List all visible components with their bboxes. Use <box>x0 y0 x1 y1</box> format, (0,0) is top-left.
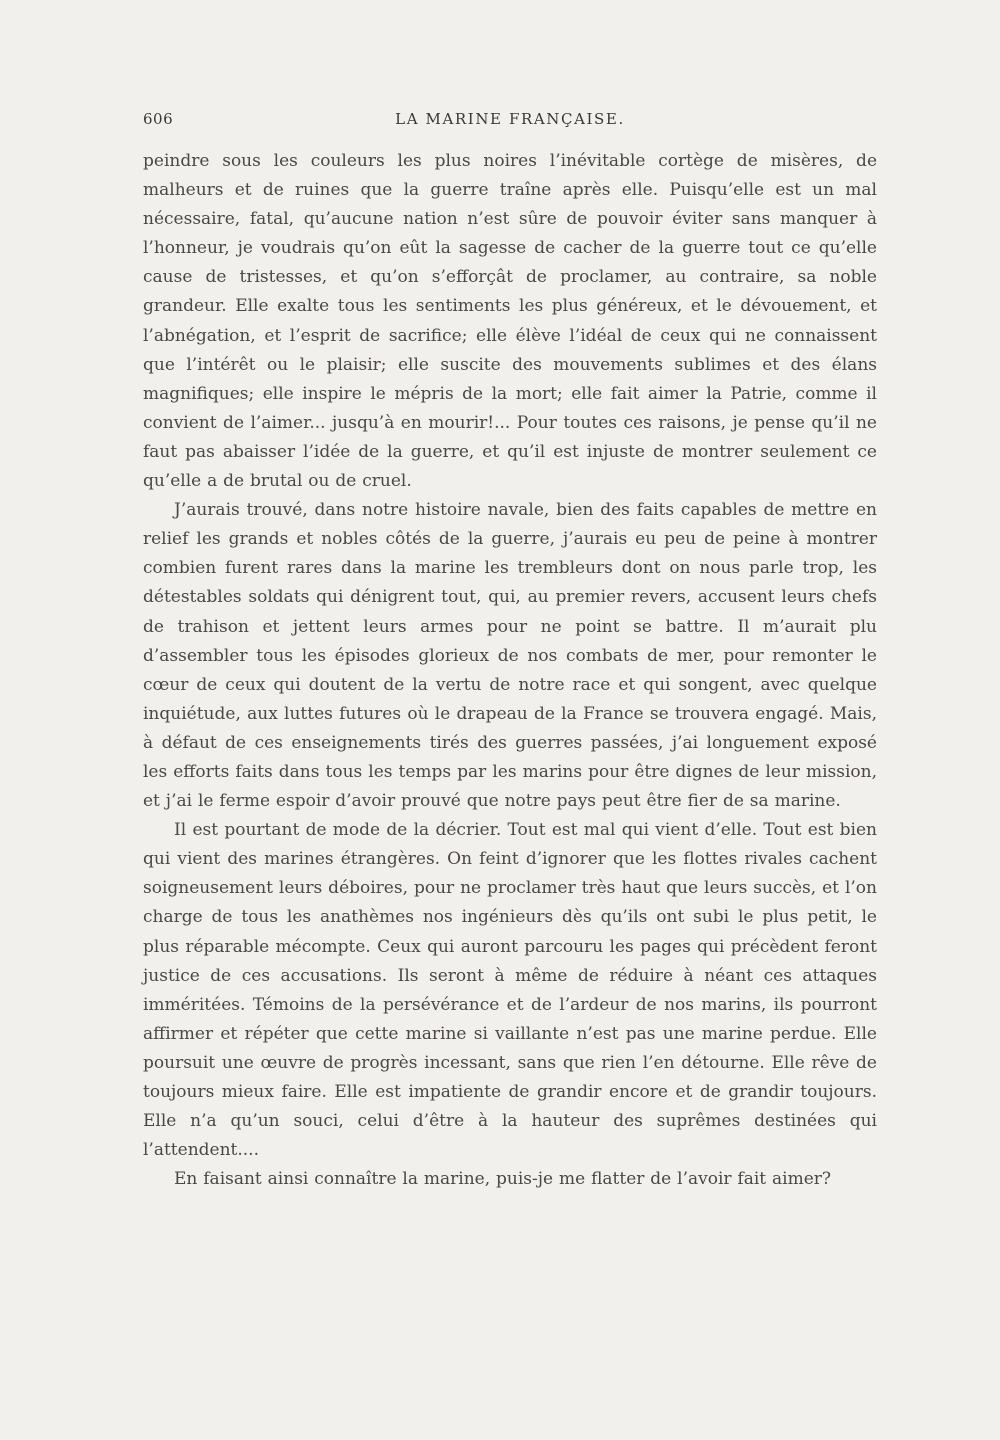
body-text <box>143 147 877 1194</box>
paragraph: J’aurais trouvé, dans notre histoire navale, bien des faits capables de mettre en relief les grands et nobles côtés de la guerre, j’aurais eu peu de peine à montrer combien furent rares dans la marine les trembleurs dont on nous parle trop, les détestables soldats qui dénigrent tout, qui, au premier revers, accusent leurs chefs de trahison et jettent leurs armes pour ne point se battre. Il m’aurait plu d’assembler tous les épisodes glorieux de nos combats de mer, pour remonter le cœur de ceux qui doutent de la vertu de notre race et qui songent, avec quelque inquiétude, aux luttes futures où le drapeau de la France se trouvera engagé. Mais, à défaut de ces enseignements tirés des guerres passées, j’ai longuement exposé les efforts faits dans tous les temps par les marins pour être dignes de leur mission, et j’ai le ferme espoir d’avoir prouvé que notre pays peut être fier de sa marine. <box>143 500 877 812</box>
paragraph-continued: peindre sous les couleurs les plus noires l’inévitable cortège de misères, de malheurs et de ruines que la guerre traîne après elle. Puisqu’elle est un mal nécessaire, fatal, qu’aucune nation n’est sûre de pouvoir éviter sans manquer à l’honneur, je voudrais qu’on eût la sagesse de cacher de la guerre tout ce qu’elle cause de tristesses, et qu’on s’efforçât de proclamer, au contraire, sa noble grandeur. Elle exalte tous les sentiments les plus généreux, et le dévouement, et l’abnégation, et l’esprit de sacrifice; elle élève l’idéal de ceux qui ne connaissent que l’intérêt ou le plaisir; elle suscite des mouvements sublimes et des élans magnifiques; elle inspire le mépris de la mort; elle fait aimer la Patrie, comme il convient de l’aimer... jusqu’à en mourir!... Pour toutes ces raisons, je pense qu’il ne faut pas abaisser l’idée de la guerre, et qu’il est injuste de montrer seulement ce qu’elle a de brutal ou de cruel. <box>143 151 877 492</box>
running-head <box>143 110 877 136</box>
closing-paragraph: En faisant ainsi connaître la marine, puis-je me flatter de l’avoir fait aimer? <box>174 1169 832 1190</box>
page-number: 606 <box>143 110 174 128</box>
running-title: LA MARINE FRANÇAISE. <box>395 110 625 128</box>
paragraph: Il est pourtant de mode de la décrier. Tout est mal qui vient d’elle. Tout est bien qui vient des marines étrangères. On feint d’ignorer que les flottes rivales cachent soigneusement leurs déboires, pour ne proclamer très haut que leurs succès, et l’on charge de tous les anathèmes nos ingénieurs dès qu’ils ont subi le plus petit, le plus réparable mécompte. Ceux qui auront parcouru les pages qui précèdent feront justice de ces accusations. Ils seront à même de réduire à néant ces attaques imméritées. Témoins de la persévérance et de l’ardeur de nos marins, ils pourront affirmer et répéter que cette marine si vaillante n’est pas une marine perdue. Elle poursuit une œuvre de progrès incessant, sans que rien l’en détourne. Elle rêve de toujours mieux faire. Elle est impatiente de grandir encore et de grandir toujours. Elle n’a qu’un souci, celui d’être à la hauteur des suprêmes destinées qui l’attendent.... <box>143 820 877 1161</box>
